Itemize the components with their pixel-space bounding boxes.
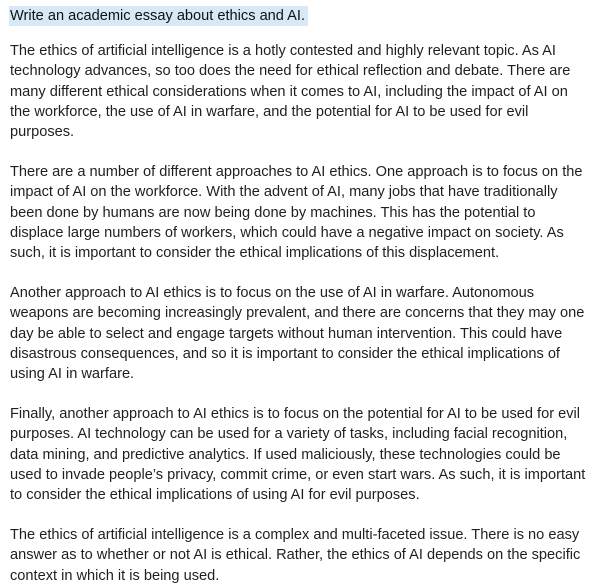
essay-paragraph-1: The ethics of artificial intelligence is a hotly contested and highly relevant topic. As AI technology advances, so too does the need for ethical reflection and debate. There are many different ethical considerations when it comes to AI, including the impact of AI on the workforce, the use of AI in warfare, and the potential for AI to be used for evil purposes. xyxy=(10,43,571,141)
essay-body xyxy=(10,41,590,586)
essay-paragraph-4: Finally, another approach to AI ethics is to focus on the potential for AI to be used for evil purposes. AI technology can be used for a variety of tasks, including facial recognition, data mining, and predictive analytics. If used maliciously, these technologies could be used to invade people’s privacy, commit crime, or even start wars. As such, it is important to consider the ethical implications of using AI for evil purposes. xyxy=(10,406,586,504)
essay-paragraph-3: Another approach to AI ethics is to focus on the use of AI in warfare. Autonomous weapons are becoming increasingly prevalent, and there are concerns that they may one day be able to select and engage targets without human intervention. This could have disastrous consequences, and so it is important to consider the ethical implications of using AI in warfare. xyxy=(10,285,585,383)
prompt-row xyxy=(10,6,590,26)
essay-paragraph-2: There are a number of different approaches to AI ethics. One approach is to focus on the impact of AI on the workforce. With the advent of AI, many jobs that have traditionally been done by humans are now being done by machines. This has the potential to displace large numbers of workers, which could have a negative impact on society. As such, it is important to consider the ethical implications of this displacement. xyxy=(10,164,583,262)
prompt-text[interactable]: Write an academic essay about ethics and AI. xyxy=(9,6,308,26)
essay-paragraph-5: The ethics of artificial intelligence is a complex and multi-faceted issue. There is no easy answer as to whether or not AI is ethical. Rather, the ethics of AI depends on the specific context in which it is being used. xyxy=(10,527,581,584)
